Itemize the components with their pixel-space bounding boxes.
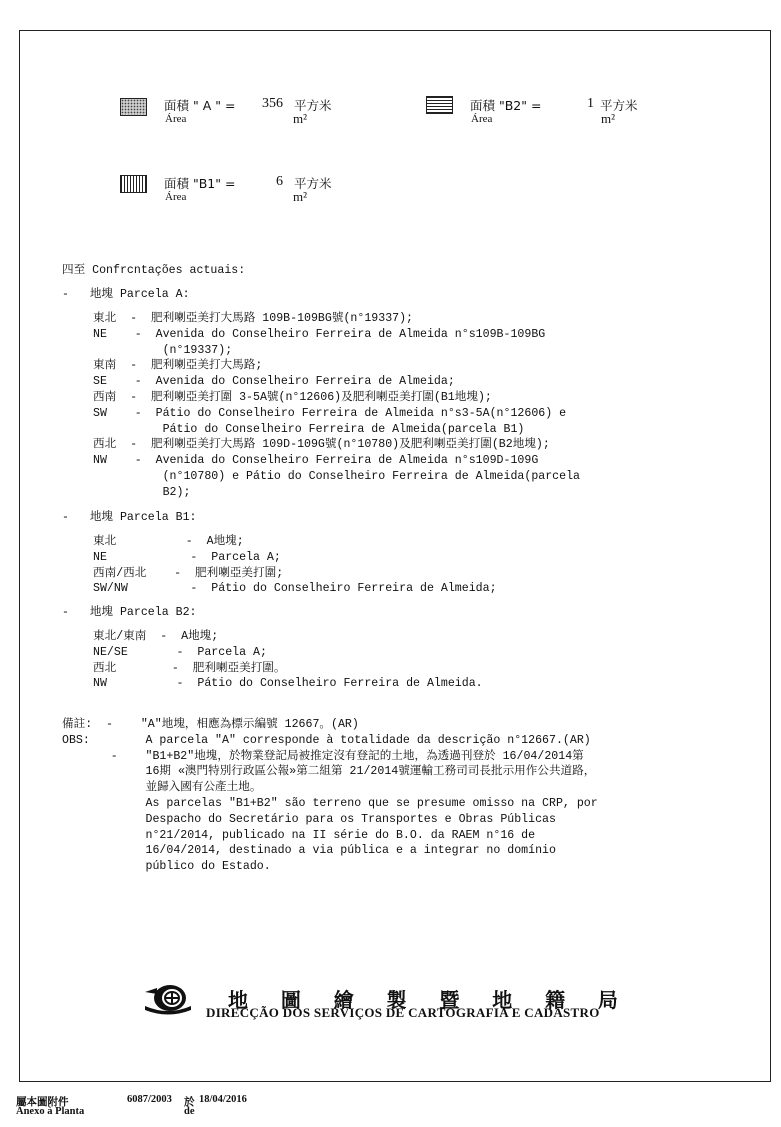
area-b2-swatch [426,96,453,114]
dscc-logo-icon [143,982,193,1021]
area-a-value: 356 [262,96,283,111]
note-line: 備註: - "A"地塊，相應為標示編號 12667。(AR) [62,718,359,731]
area-b2-unit-pt: m² [601,111,616,126]
area-b1-unit-pt: m² [293,189,308,204]
parcel-a-title: - 地塊 Parcela A: [62,288,190,301]
boundary-line: NW - Avenida do Conselheiro Ferreira de Almeida n°s109D-109G [93,454,539,468]
dscc-name-pt: DIRECÇÃO DOS SERVIÇOS DE CARTOGRAFIA E CADASTRO [206,1005,600,1020]
parcel-b1-title: - 地塊 Parcela B1: [62,511,197,524]
notes [62,717,742,875]
area-b1-label-pt: Área [165,191,187,203]
note-line: 並歸入國有公產土地。 [62,781,262,795]
area-b1-unit: 平方米 [294,176,332,191]
boundary-line: NE - Avenida do Conselheiro Ferreira de Almeida n°s109B-109BG [93,327,546,341]
parcel-b2-title: - 地塊 Parcela B2: [62,606,197,619]
area-a-label: 面積 " A " = [164,98,236,113]
annex-label-pt: Anexo à Planta [16,1106,85,1117]
annex-reference: 6087/2003 [127,1094,172,1105]
date-prefix-zh: 於 [184,1097,195,1108]
note-line: Despacho do Secretário para os Transportes e Obras Públicas [62,812,556,826]
boundary-line: 西北 - 肥利喇亞美打大馬路 109D-109G號(n°10780)及肥利喇亞美打圍(B2地塊); [93,438,550,452]
parcel-b2-boundaries [93,629,733,692]
boundary-line: B2); [93,485,191,499]
area-b2-unit: 平方米 [600,98,638,113]
area-b2-value: 1 [587,96,594,111]
note-line: As parcelas "B1+B2" são terreno que se presume omisso na CRP, por [62,796,598,810]
area-b1-label: 面積 "B1" = [164,176,236,191]
area-a-label-pt: Área [165,113,187,125]
area-a-swatch [120,98,147,116]
boundary-line: 西南/西北 - 肥利喇亞美打圍; [93,566,284,580]
logo-char: 暨 [439,988,460,1012]
boundary-line: SW/NW - Pátio do Conselheiro Ferreira de Almeida; [93,582,497,596]
boundary-line: Pátio do Conselheiro Ferreira de Almeida(parcela B1) [93,422,525,436]
note-line: - "B1+B2"地塊，於物業登記局被推定沒有登記的土地，為透過刊登於 16/04/2014第 [62,749,584,763]
confrontations-heading: 四至 Confrcntações actuais: [62,264,246,277]
boundary-line: 西南 - 肥利喇亞美打圍 3-5A號(n°12606)及肥利喇亞美打圍(B1地塊); [93,390,492,404]
boundary-line: 西北 - 肥利喇亞美打圍。 [93,661,286,675]
note-line: 16期 «澳門特別行政區公報»第二組第 21/2014號運輸工務司司長批示用作公共道路， [62,765,596,779]
note-line: n°21/2014, publicado na II série do B.O. da RAEM n°16 de [62,828,536,842]
logo-char: 地 [492,988,513,1012]
boundary-line: NW - Pátio do Conselheiro Ferreira de Almeida. [93,677,483,691]
area-b1-value: 6 [276,174,283,189]
logo-char: 製 [386,988,407,1012]
boundary-line: SE - Avenida do Conselheiro Ferreira de Almeida; [93,375,455,389]
note-line: OBS: A parcela "A" corresponde à totalidade da descrição n°12667.(AR) [62,733,591,747]
logo-char: 局 [597,988,618,1012]
boundary-line: 東北 - 肥利喇亞美打大馬路 109B-109BG號(n°19337); [93,312,414,325]
area-a-unit-pt: m² [293,111,308,126]
logo-char: 圖 [280,988,301,1012]
boundary-line: (n°10780) e Pátio do Conselheiro Ferreira de Almeida(parcela [93,469,581,483]
logo-char: 繪 [333,988,354,1012]
area-b2-label-pt: Área [471,113,493,125]
parcel-b1-boundaries [93,534,733,597]
parcel-a-boundaries [93,311,733,501]
area-a-unit: 平方米 [294,98,332,113]
boundary-line: 東南 - 肥利喇亞美打大馬路; [93,359,263,373]
boundary-line: (n°19337); [93,343,233,357]
boundary-line: NE/SE - Parcela A; [93,645,267,659]
boundary-line: 東北 - A地塊; [93,535,244,548]
boundary-line: 東北/東南 - A地塊; [93,630,219,643]
note-line: 16/04/2014, destinado a via pública e a integrar no domínio [62,844,556,858]
area-b1-swatch [120,175,147,193]
boundary-line: NE - Parcela A; [93,550,281,564]
logo-char: 地 [228,988,248,1012]
area-b2-label: 面積 "B2" = [470,98,542,113]
date-prefix-pt: de [184,1106,195,1117]
annex-label-zh: 屬本圖附件 [16,1097,69,1108]
boundary-line: SW - Pátio do Conselheiro Ferreira de Almeida n°s3-5A(n°12606) e [93,406,567,420]
note-line: público do Estado. [62,860,271,874]
annex-date: 18/04/2016 [199,1094,247,1105]
logo-char: 籍 [545,988,566,1012]
